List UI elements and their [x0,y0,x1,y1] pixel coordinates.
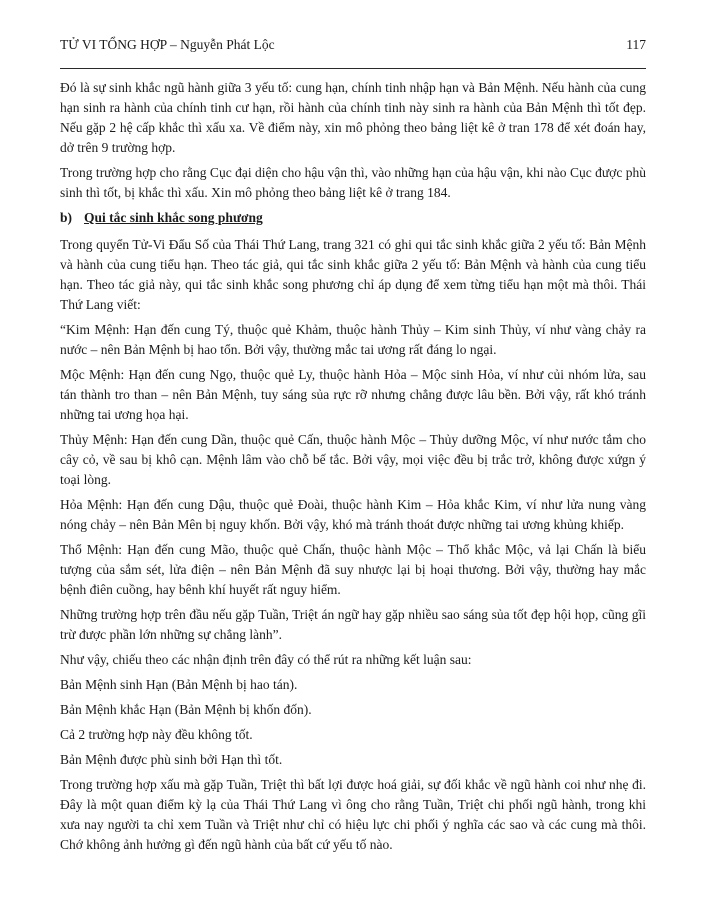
book-title: TỬ VI TỔNG HỢP – Nguyễn Phát Lộc [60,37,275,52]
section-heading-title: Qui tắc sinh khắc song phương [84,210,263,225]
section-heading [60,208,646,228]
paragraph: Bản Mệnh sinh Hạn (Bản Mệnh bị hao tán). [60,677,298,692]
paragraph: Trong quyển Tử-Vi Đẩu Số của Thái Thứ Lang, trang 321 có ghi qui tắc sinh khắc giữa 2 yếu tố: Bản Mệnh và hành của cung tiểu hạn. Theo tác giả, qui tắc sinh khắc giữa 2 yếu tố: Bản Mệnh và hành của cung tiểu hạn. Theo tác giả này, qui tắc sinh khắc song phương chỉ áp dụng để xem từng tiểu hạn một mà thôi. Thái Thứ Lang viết: [60,237,646,312]
paragraph: Như vậy, chiếu theo các nhận định trên đây có thể rút ra những kết luận sau: [60,652,472,667]
header-rule [60,68,646,69]
paragraph: Đó là sự sinh khắc ngũ hành giữa 3 yếu tố: cung hạn, chính tinh nhập hạn và Bản Mệnh. Nếu hành của cung hạn sinh ra hành của chính tinh cư hạn, rồi hành của chính tinh này sinh ra hành của Bản Mệnh thì tốt đẹp. Nếu gặp 2 hệ cấp khắc thì xấu xa. Về điểm này, xin mô phỏng theo bảng liệt kê ở tran 178 để xét đoán hay, dở trên 9 trường hợp. [60,80,646,155]
paragraph: Cả 2 trường hợp này đều không tốt. [60,727,253,742]
paragraph: Thổ Mệnh: Hạn đến cung Mão, thuộc quẻ Chấn, thuộc hành Mộc – Thổ khắc Mộc, vả lại Chấn là biểu tượng của sắm sét, lửa điện – nên Bản Mệnh đã suy nhược lại bị hoại thương. Bởi vậy, thường hay mắc bệnh điên cuồng, hay bênh khí huyết rất nguy hiểm. [60,542,646,597]
page-number: 117 [626,37,646,52]
paragraph: Thủy Mệnh: Hạn đến cung Dần, thuộc quẻ Cấn, thuộc hành Mộc – Thủy dưỡng Mộc, ví như nước tắm cho cây cỏ, về sau bị khô cạn. Mệnh lâm vào chỗ bế tắc. Bởi vậy, mọi việc đều bị trắc trở, không được xứgn ý toại lòng. [60,432,646,487]
paragraph: Mộc Mệnh: Hạn đến cung Ngọ, thuộc quẻ Ly, thuộc hành Hỏa – Mộc sinh Hỏa, ví như củi nhóm lửa, sau tán thành tro than – nên Bản Mệnh, tuy sáng sủa rực rỡ nhưng chẳng được lâu bền. Bởi vậy, rất khó tránh những tai ương họa hại. [60,367,646,422]
paragraph: Những trường hợp trên đầu nếu gặp Tuần, Triệt án ngữ hay gặp nhiều sao sáng sủa tốt đẹp hội họp, cũng gĩi trừ được phần lớn những sự chẳng lành”. [60,607,646,642]
paragraph: Bản Mệnh được phù sinh bởi Hạn thì tốt. [60,752,283,767]
paragraph: Trong trường hợp xấu mà gặp Tuần, Triệt thì bất lợi được hoá giải, sự đối khắc về ngũ hành coi như nhẹ đi. Đây là một quan điểm kỳ lạ của Thái Thứ Lang vì ông cho rằng Tuần, Triệt chi phối ngũ hành, trong khi xưa nay người ta chỉ xem Tuần và Triệt như chỉ có hiệu lực chi phối ý nghĩa các sao và các cung mà thôi. Chớ không ảnh hưởng gì đến ngũ hành của bất cứ yếu tố nào. [60,777,646,852]
paragraph: “Kim Mệnh: Hạn đến cung Tý, thuộc quẻ Khảm, thuộc hành Thủy – Kim sinh Thủy, ví như vàng chảy ra nước – nên Bản Mệnh bị hao tổn. Bởi vậy, thường mắc tai ương rất đáng lo ngại. [60,322,646,357]
paragraph: Hỏa Mệnh: Hạn đến cung Dậu, thuộc quẻ Đoài, thuộc hành Kim – Hỏa khắc Kim, ví như lửa nung vàng nóng chảy – nên Bản Mên bị nguy khốn. Bởi vậy, khó mà tránh thoát được những tai ương khủng khiếp. [60,497,646,532]
running-header [60,36,646,54]
paragraph: Trong trường hợp cho rằng Cục đại diện cho hậu vận thì, vào những hạn của hậu vận, khi nào Cục được phù sinh thì tốt, bị khắc thì xấu. Xin mô phỏng theo bảng liệt kê ở trang 184. [60,165,646,200]
section-heading-marker: b) [60,210,73,225]
page-content [60,78,646,855]
paragraph: Bản Mệnh khắc Hạn (Bản Mệnh bị khốn đốn). [60,702,312,717]
